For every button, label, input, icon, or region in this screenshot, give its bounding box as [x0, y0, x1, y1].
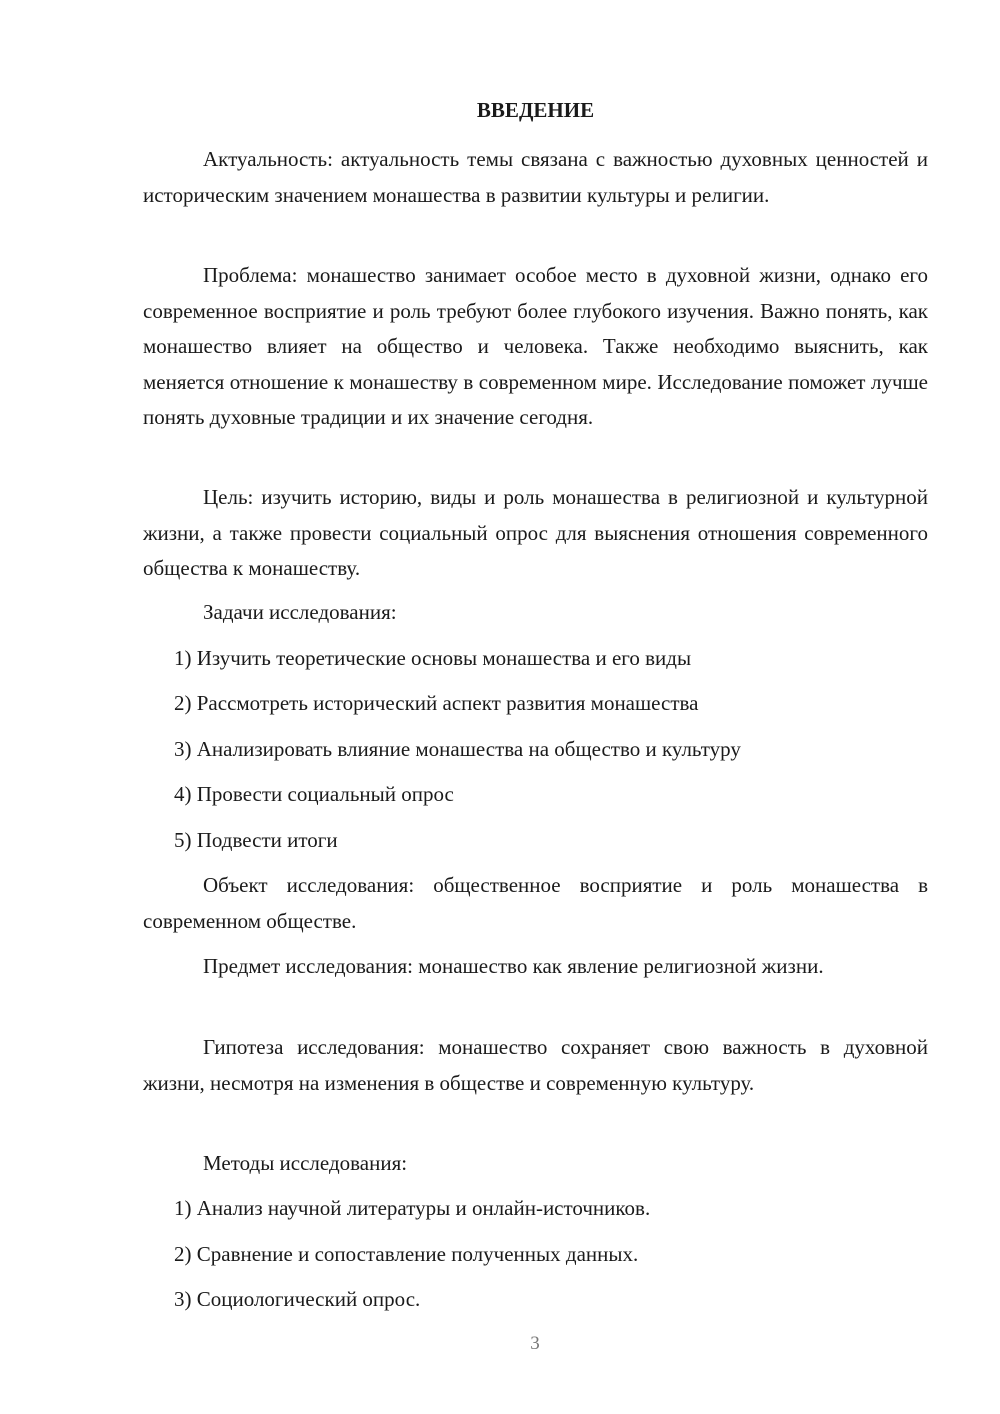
method-item: 2) Сравнение и сопоставление полученных данных. — [174, 1242, 639, 1266]
task-item: 3) Анализировать влияние монашества на общество и культуру — [174, 737, 741, 761]
method-item: 1) Анализ научной литературы и онлайн-источников. — [174, 1196, 651, 1220]
paragraph-problem: Проблема: монашество занимает особое место в духовной жизни, однако его современное восприятие и роль требуют более глубокого изучения. Важно понять, как монашество влияет на общество и человека. Также необходимо выяснить, как меняется отношение к монашеству в современном мире. Исследование поможет лучше понять духовные традиции и их значение сегодня. — [143, 263, 928, 429]
task-item: 5) Подвести итоги — [174, 828, 338, 852]
paragraph-subject: Предмет исследования: монашество как явление религиозной жизни. — [203, 954, 824, 978]
task-item: 1) Изучить теоретические основы монашества и его виды — [174, 646, 692, 670]
paragraph-goal: Цель: изучить историю, виды и роль монашества в религиозной и культурной жизни, а также провести социальный опрос для выяснения отношения современного общества к монашеству. — [143, 485, 928, 580]
method-item: 3) Социологический опрос. — [174, 1287, 421, 1311]
task-item: 4) Провести социальный опрос — [174, 782, 454, 806]
paragraph-actuality: Актуальность: актуальность темы связана с важностью духовных ценностей и историческим значением монашества в развитии культуры и религии. — [143, 147, 928, 207]
methods-heading: Методы исследования: — [203, 1151, 408, 1175]
page-title: ВВЕДЕНИЕ — [476, 98, 595, 122]
task-item: 2) Рассмотреть исторический аспект развития монашества — [174, 691, 699, 715]
page-number: 3 — [530, 1333, 540, 1354]
tasks-heading: Задачи исследования: — [203, 600, 397, 624]
paragraph-object: Объект исследования: общественное восприятие и роль монашества в современном обществе. — [143, 873, 928, 933]
paragraph-hypothesis: Гипотеза исследования: монашество сохраняет свою важность в духовной жизни, несмотря на изменения в обществе и современную культуру. — [143, 1035, 928, 1095]
